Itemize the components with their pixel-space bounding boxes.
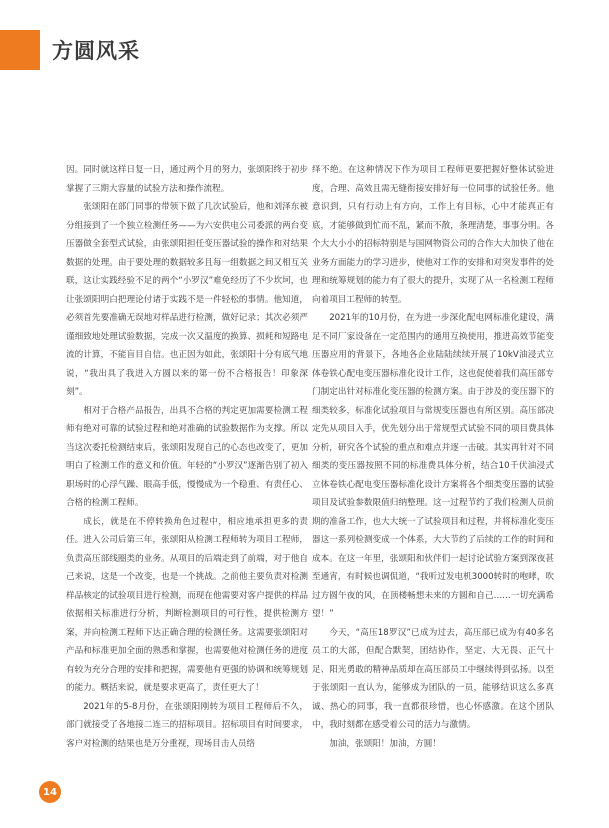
paragraph: 2021年的5-8月份，在张颂阳刚转为项目工程师后不久，部门就接受了各地接二连三的招标项目。招标项目有时间要求，客户对检测的结果也是万分重视，现场目击人员络 [66, 701, 308, 749]
paragraph: 加油，张颂阳！加油，方圆！ [329, 738, 441, 749]
paragraph: 张颂阳在部门同事的带领下做了几次试验后，他和刘泽东被分组接到了一个独立检测任务——为六安供电公司委派的两台变压器做全套型式试验，由张颂阳担任变压器试验的操作和对结果数据的处理。由于要处理的数据较多且每一组数据之间又相互关联，这让实践经验不足的两个“小罗汉”难免经历了不少坎坷，也让张颂阳明白把理论付诸于实践不是一件轻松的事情。他知道，必须首先要准确无误地对样品进行检测，做好记录；其次必须严谨细致地处理试验数据，完成一次又温度的换算、损耗和短路电流的计算，不能盲目自信。也正因为如此，张颂阳十分有底气地说，“我出具了我进入方圆以来的第一份不合格报告！印象深刻”。 [66, 202, 308, 397]
paragraph: 绎不绝。在这种情况下作为项目工程师更要把握好整体试验进度，合理、高效且需无缝衔接安排好每一位同事的试验任务。他意识到，只有行动上有方向，工作上有目标，心中才能真正有底，才能够做到忙而不乱，紧而不散，条理清楚，事事分明。各个大大小小的招标特别是与国网物资公司的合作大大加快了他在业务方面能力的学习进步，使他对工作的安排和对突发事件的处理和统筹规划的能力有了很大的提升，实现了从一名检测工程师向着项目工程师的转型。 [312, 165, 554, 305]
header-accent-bar [0, 30, 40, 70]
paragraph: 成长，就是在不停转换角色过程中，相应地承担更多的责任。进入公司后第三年，张颂阳从检测工程师转为项目工程师，负责高压部线圈类的业务。从项目的后端走到了前端，对于他自己来说，这是一个改变，也是一个挑战。之前他主要负责对检测样品核定的试验项目进行检测，而现在他需要对客户提供的样品依据相关标准进行分析，判断检测项目的可行性，提供检测方案，并向检测工程师下达正确合理的检测任务。这需要张颂阳对产品和标准更加全面的熟悉和掌握，也需要他对检测任务的进度有较为充分合理的安排和把握，需要他有更强的协调和统筹规划的能力。概括来说，就是要求更高了，责任更大了！ [66, 516, 308, 693]
paragraph: 因。同时就这样日复一日，通过两个月的努力，张颂阳终于初步掌握了三期大容量的试验方法和操作流程。 [66, 165, 308, 194]
paragraph: 今天，“高压18罗汉”已成为过去，高压部已成为有40多名员工的大部，但配合默契，团结协作，坚定、大无畏、正气十足、阳光勇敢的精神品质却在高压部员工中继续得到弘扬。以至于张颂阳一直认为，能够成为团队的一员，能够结识这么多真诚、热心的同事，我一直都很珍惜，也心怀感激。在这个团队中，我时刻都在感受着公司的活力与激情。 [312, 627, 554, 730]
section-header [0, 30, 140, 70]
page-number-badge: 14 [39, 781, 61, 803]
right-column [312, 161, 554, 753]
paragraph: 2021年的10月份，在为进一步深化配电网标准化建设，满足不同厂家设备在一定范围内的通用互换使用，推进高效节能变压器应用的背景下，各地各企业陆陆续续开展了10kV油浸式立体卷铁心配电变压器标准化设计工作，这也促使着我们高压部专门制定出针对标准化变压器的检测方案。由于涉及的变压器下的细类较多，标准化试验项目与常规变压器也有所区别。高压部决定先从项目入手，优先划分出于常规型式试验不同的项目费具体分析，研究各个试验的重点和难点并逐一击破。其实再针对不同细类的变压器按照不同的标准费具体分析，结合10千伏油浸式立体卷铁心配电变压器标准化设计方案将各个细类变压器的试验项目及试验参数限值归纳整理。这一过程节约了我们检测人员前期的准备工作，也大大统一了试验项目和过程，并将标准化变压器这一系列检测变成一个体系，大大节约了后续的工作的时间和成本。在这一年里，张颂阳和伙伴们一起讨论试验方案到深夜甚至通宵，有时候也调侃道，“我听过发电机3000转时的咆哮，吹过方圆午夜的风，在顶楼畅想未来的方圆和自己……一切充满希望！” [312, 313, 554, 619]
page-title: 方圆风采 [52, 39, 140, 63]
paragraph: 相对于合格产品报告，出具不合格的判定更加需要检测工程师有绝对可靠的试验过程和绝对准确的试验数据作为支撑。所以当这次委托检测结束后，张颂阳发现自己的心态也改变了，更加明白了检测工作的意义和价值。年轻的“小罗汉”逐渐告别了初入职场时的心浮气躁、眼高手低，慢慢成为一个稳重、有责任心、合格的检测工程师。 [66, 405, 308, 508]
left-column [66, 161, 308, 753]
